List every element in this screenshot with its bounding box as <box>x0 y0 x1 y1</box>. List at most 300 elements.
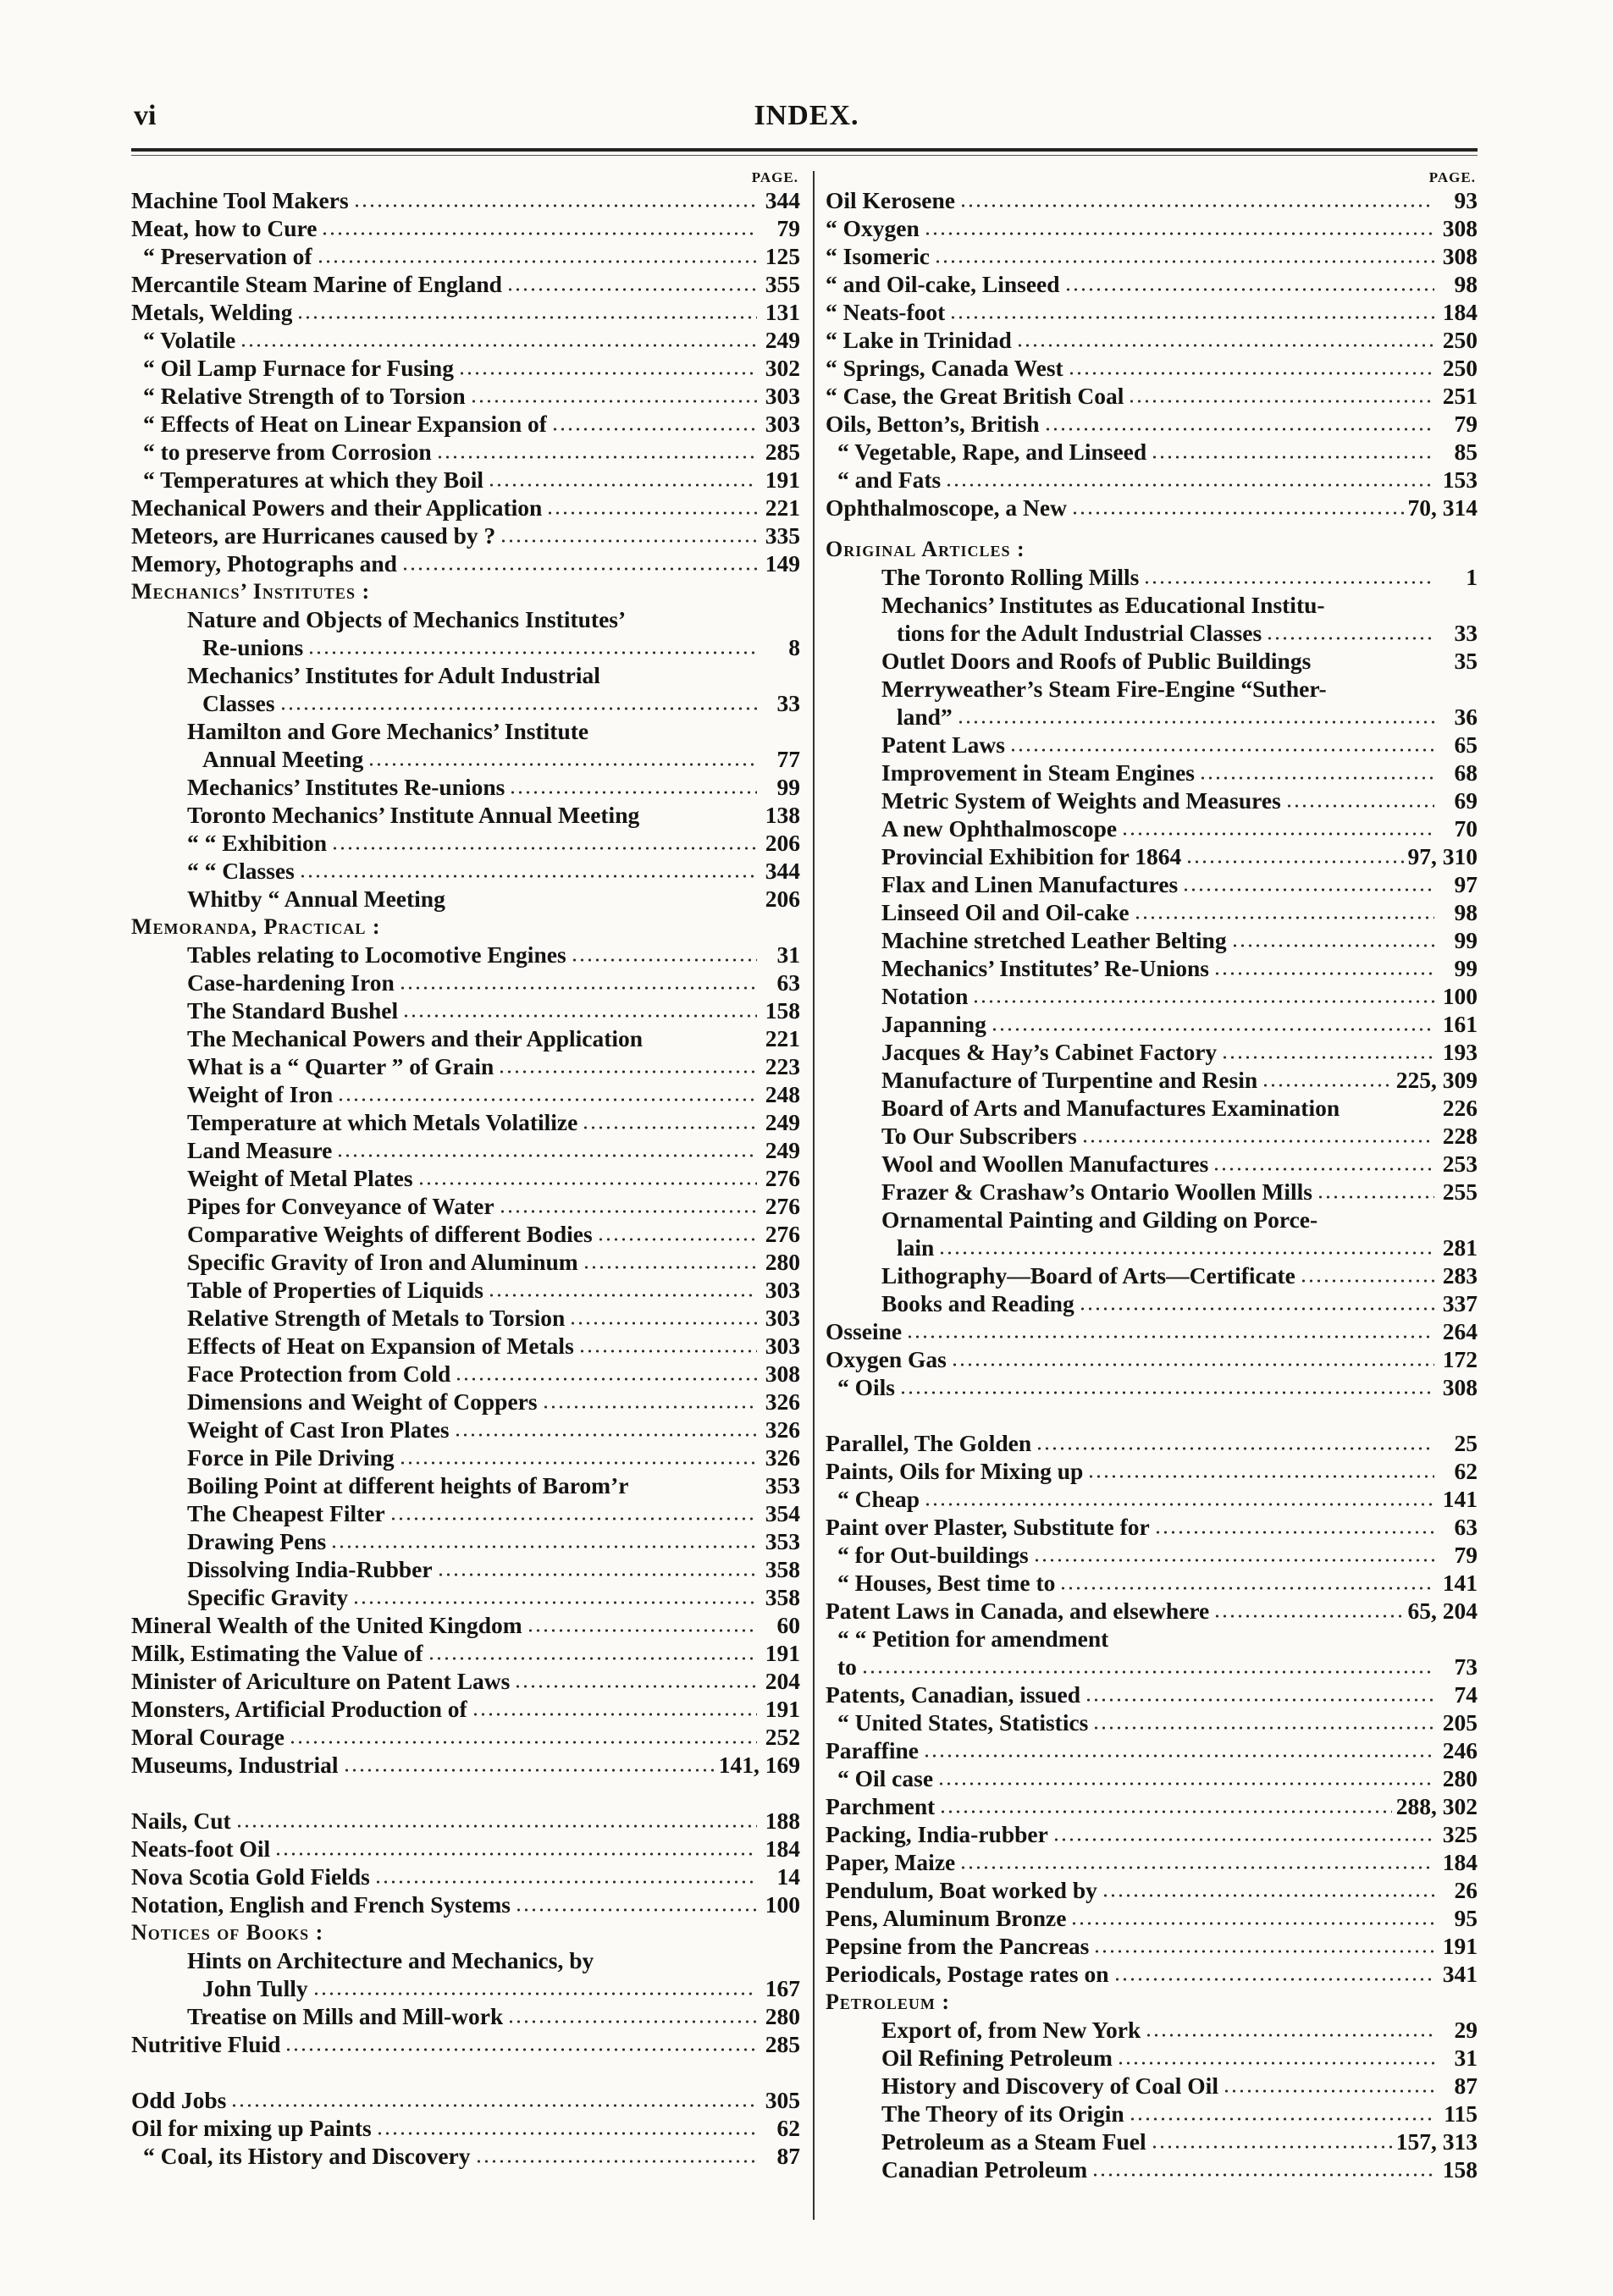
dot-leader <box>1044 426 1434 433</box>
index-entry-text: “ Lake in Trinidad <box>826 327 1012 353</box>
page-reference: 281 <box>1442 1234 1478 1261</box>
page-reference: 280 <box>765 2003 800 2029</box>
header-rule <box>131 148 1478 152</box>
page-reference: 285 <box>765 2031 800 2057</box>
index-entry <box>826 1010 1478 1038</box>
index-entry-text: Oil Refining Petroleum <box>881 2045 1113 2071</box>
index-entry-text: Paraffine <box>826 1737 919 1763</box>
page-reference: 303 <box>765 1277 800 1303</box>
page-reference: 93 <box>1454 187 1478 213</box>
dot-leader <box>597 1236 757 1243</box>
left-entries-list <box>131 186 800 2170</box>
index-entry-text: Patent Laws <box>881 731 1005 758</box>
index-entry-text: Nova Scotia Gold Fields <box>131 1863 370 1890</box>
index-entry-text: Petroleum as a Steam Fuel <box>881 2128 1146 2155</box>
page-reference: 14 <box>776 1863 800 1890</box>
index-entry-text: Force in Pile Driving <box>187 1444 395 1471</box>
index-entry-text: Pipes for Conveyance of Water <box>187 1193 494 1219</box>
index-entry <box>131 745 800 773</box>
index-entry-text: Jacques & Hay’s Cabinet Factory <box>881 1039 1218 1065</box>
index-entry <box>131 1835 800 1863</box>
page-reference: 276 <box>765 1221 800 1247</box>
index-entry-text: Oxygen Gas <box>826 1346 947 1372</box>
index-entry-text: “ Effects of Heat on Linear Expansion of <box>143 411 547 437</box>
index-entry-text: Patent Laws in Canada, and elsewhere <box>826 1598 1210 1624</box>
dot-leader <box>470 398 757 405</box>
index-entry-text: Meat, how to Cure <box>131 215 318 241</box>
index-entry <box>826 1206 1478 1234</box>
index-entry-text: Periodicals, Postage rates on <box>826 1961 1109 1987</box>
page-reference: 253 <box>1442 1151 1478 1177</box>
index-entry <box>131 633 800 661</box>
index-entry <box>826 1681 1478 1708</box>
index-entry-text: Odd Jobs <box>131 2087 227 2113</box>
index-entry <box>131 1471 800 1499</box>
index-heading <box>131 577 800 605</box>
page-reference: 184 <box>765 1835 800 1862</box>
page-reference: 191 <box>765 1696 800 1722</box>
index-entry-text: Flax and Linen Manufactures <box>881 871 1179 897</box>
index-entry-text: “ Volatile <box>143 327 236 353</box>
index-entry <box>826 1094 1478 1122</box>
dot-leader <box>1128 398 1434 405</box>
dot-leader <box>401 566 757 572</box>
index-entry-text: Export of, from New York <box>881 2017 1141 2043</box>
page-reference: 70 <box>1454 815 1478 842</box>
dot-leader <box>1213 1613 1403 1620</box>
index-entry <box>131 242 800 270</box>
page-reference: 223 <box>765 1053 800 1079</box>
page-reference: 285 <box>765 439 800 465</box>
dot-leader <box>924 1501 1434 1508</box>
index-entry-text: Manufacture of Turpentine and Resin <box>881 1067 1258 1093</box>
page-reference: 221 <box>765 494 800 521</box>
page-reference: 248 <box>765 1081 800 1107</box>
dot-leader <box>1231 942 1434 949</box>
index-entry-text: “ Isomeric <box>826 243 930 269</box>
index-entry <box>131 1276 800 1304</box>
dot-leader <box>583 1264 757 1271</box>
index-entry <box>131 885 800 913</box>
index-entry <box>826 647 1478 675</box>
index-entry-text: Hamilton and Gore Mechanics’ Institute <box>187 718 589 744</box>
page-reference: 353 <box>765 1528 800 1554</box>
page-reference: 303 <box>765 1333 800 1359</box>
page-reference: 115 <box>1444 2100 1478 2127</box>
page-reference: 354 <box>765 1500 800 1526</box>
dot-leader <box>542 1404 757 1410</box>
dot-leader <box>1068 370 1434 377</box>
dot-leader <box>296 314 757 321</box>
index-entry <box>826 2155 1478 2183</box>
dot-leader <box>1091 2172 1434 2178</box>
index-entry <box>131 801 800 829</box>
page-reference: 26 <box>1454 1877 1478 1903</box>
index-entry <box>826 703 1478 731</box>
page-reference: 206 <box>765 886 800 912</box>
index-entry-text: “ Temperatures at which they Boil <box>143 466 484 493</box>
dot-leader <box>289 1739 757 1746</box>
dot-leader <box>569 1320 757 1327</box>
dot-leader <box>437 1571 757 1578</box>
index-entry <box>131 1024 800 1052</box>
index-entry <box>826 326 1478 354</box>
dot-leader <box>353 202 757 209</box>
page-reference: 36 <box>1454 704 1478 730</box>
page-reference: 60 <box>776 1612 800 1638</box>
index-entry-text: Treatise on Mills and Mill-work <box>187 2003 504 2029</box>
page-reference: 337 <box>1442 1290 1478 1316</box>
index-entry <box>131 382 800 410</box>
page-reference: 184 <box>1442 1849 1478 1875</box>
page-reference: 283 <box>1442 1262 1478 1289</box>
index-entry-text: to <box>837 1653 857 1680</box>
index-entry-text: Ophthalmoscope, a New <box>826 494 1067 521</box>
page-reference: 97 <box>1454 871 1478 897</box>
page-reference: 125 <box>765 243 800 269</box>
index-entry-text: Whitby “ Annual Meeting <box>187 886 445 912</box>
index-entry <box>826 298 1478 326</box>
page-reference: 79 <box>776 215 800 241</box>
page-reference: 191 <box>765 466 800 493</box>
index-entry-text: Oil Kerosene <box>826 187 956 213</box>
dot-leader <box>938 1250 1434 1256</box>
page-reference: 65, 204 <box>1407 1598 1478 1624</box>
index-entry <box>131 214 800 242</box>
page-reference: 288, 302 <box>1395 1793 1478 1819</box>
dot-leader <box>367 761 757 768</box>
index-entry <box>131 1723 800 1751</box>
page-reference: 68 <box>1454 759 1478 786</box>
dot-leader <box>1317 1194 1434 1200</box>
page-reference: 358 <box>765 1584 800 1610</box>
dot-leader <box>399 985 757 991</box>
index-entry <box>826 1736 1478 1764</box>
index-entry-text: Face Protection from Cold <box>187 1360 451 1387</box>
dot-leader <box>546 510 757 516</box>
index-entry <box>131 2142 800 2170</box>
page-reference: 305 <box>765 2087 800 2113</box>
index-entry <box>131 661 800 689</box>
page-reference: 308 <box>1442 243 1478 269</box>
index-entry-text: Re-unions <box>202 634 304 660</box>
dot-leader <box>1285 803 1434 809</box>
index-entry-text: Hints on Architecture and Mechanics, by <box>187 1947 594 1973</box>
page-reference: 33 <box>776 690 800 716</box>
page-reference: 228 <box>1442 1123 1478 1149</box>
index-entry-text: Comparative Weights of different Bodies <box>187 1221 593 1247</box>
page-reference: 204 <box>765 1668 800 1694</box>
page-number: vi <box>134 100 157 131</box>
dot-leader <box>1185 858 1403 865</box>
dot-leader <box>1079 1305 1434 1312</box>
index-entry-text: Oils, Betton’s, British <box>826 411 1040 437</box>
index-entry <box>826 1150 1478 1178</box>
index-entry <box>131 1667 800 1695</box>
index-entry-text: Pens, Aluminum Bronze <box>826 1905 1067 1931</box>
index-entry-text: “ Oil Lamp Furnace for Fusing <box>143 355 454 381</box>
index-entry-text: “ Oils <box>837 1374 895 1400</box>
index-entry <box>826 1653 1478 1681</box>
dot-leader <box>1266 635 1434 642</box>
index-entry <box>131 2086 800 2114</box>
index-entry <box>131 326 800 354</box>
page-reference: 308 <box>1442 1374 1478 1400</box>
page-reference: 69 <box>1454 787 1478 814</box>
dot-leader <box>514 1683 757 1690</box>
page-reference: 74 <box>1454 1681 1478 1708</box>
dot-leader <box>972 998 1434 1005</box>
index-entry <box>826 759 1478 786</box>
page-reference: 157, 313 <box>1395 2128 1478 2155</box>
index-entry <box>826 1904 1478 1932</box>
index-entry-text: Metals, Welding <box>131 299 293 325</box>
index-entry <box>131 549 800 577</box>
page-reference: 31 <box>1454 2045 1478 2071</box>
dot-leader <box>959 202 1434 209</box>
dot-leader <box>1052 1836 1434 1843</box>
dot-leader <box>1071 510 1404 516</box>
index-entry-text: Mechanics’ Institutes as Educational Institu- <box>881 592 1325 618</box>
index-entry <box>826 466 1478 494</box>
dot-leader <box>230 2102 757 2109</box>
dot-leader <box>417 1180 757 1187</box>
page-reference: 98 <box>1454 899 1478 925</box>
index-entry-text: Metric System of Weights and Measures <box>881 787 1281 814</box>
index-entry-text: Lithography—Board of Arts—Certificate <box>881 1262 1295 1289</box>
dot-leader <box>331 845 757 852</box>
index-entry-text: “ Oil case <box>837 1765 934 1791</box>
page-reference: 303 <box>765 1305 800 1331</box>
index-entry <box>131 1108 800 1136</box>
page-reference: 35 <box>1454 648 1478 674</box>
dot-leader <box>861 1669 1434 1675</box>
page-reference: 276 <box>765 1193 800 1219</box>
page-reference: 225, 309 <box>1395 1067 1478 1093</box>
index-entry-text: “ Preservation of <box>143 243 312 269</box>
index-entry-text: “ Coal, its History and Discovery <box>143 2143 471 2169</box>
index-entry <box>826 591 1478 619</box>
left-column <box>131 169 800 2170</box>
dot-leader <box>939 1808 1391 1815</box>
page-reference: 70, 314 <box>1407 494 1478 521</box>
index-entry-text: “ for Out-buildings <box>837 1542 1029 1568</box>
page-reference: 33 <box>1454 620 1478 646</box>
dot-leader <box>1182 886 1434 893</box>
page-reference: 246 <box>1442 1737 1478 1763</box>
index-entry <box>131 1499 800 1527</box>
index-heading-text: Mechanics’ Institutes : <box>131 579 371 604</box>
index-entry-text: lain <box>897 1234 935 1261</box>
index-entry-text: Osseine <box>826 1318 903 1344</box>
page-reference: 303 <box>765 411 800 437</box>
dot-leader <box>1117 2060 1434 2067</box>
dot-leader <box>499 1208 757 1215</box>
index-entry <box>131 1555 800 1583</box>
index-entry <box>131 1388 800 1416</box>
index-entry-text: Boiling Point at different heights of Barom’r <box>187 1472 629 1498</box>
page-reference: 250 <box>1442 355 1478 381</box>
running-head-title: INDEX. <box>754 100 859 131</box>
dot-leader <box>307 649 757 656</box>
index-heading <box>826 1988 1478 2016</box>
dot-leader <box>1070 1920 1434 1927</box>
index-entry-text: Dimensions and Weight of Coppers <box>187 1388 538 1415</box>
page-reference: 65 <box>1454 731 1478 758</box>
dot-leader <box>1059 1585 1434 1592</box>
index-entry-text: Books and Reading <box>881 1290 1074 1316</box>
index-entry <box>131 1136 800 1164</box>
index-entry-text: To Our Subscribers <box>881 1123 1077 1149</box>
index-entry-text: John Tully <box>202 1975 308 2001</box>
dot-leader <box>1087 1473 1434 1480</box>
page-reference: 138 <box>765 802 800 828</box>
index-entry <box>826 242 1478 270</box>
dot-leader <box>507 2018 757 2025</box>
dot-leader <box>515 1907 757 1913</box>
index-entry-text: Weight of Iron <box>187 1081 334 1107</box>
index-entry-text: Specific Gravity <box>187 1584 349 1610</box>
page-reference: 97, 310 <box>1407 843 1478 869</box>
index-entry-text: Machine stretched Leather Belting <box>881 927 1227 953</box>
index-entry-text: “ Relative Strength of to Torsion <box>143 383 466 409</box>
index-entry <box>826 1485 1478 1513</box>
page-reference: 302 <box>765 355 800 381</box>
index-entry-text: Paper, Maize <box>826 1849 956 1875</box>
index-entry <box>131 1332 800 1360</box>
page-reference: 79 <box>1454 411 1478 437</box>
page-reference: 308 <box>765 1360 800 1387</box>
index-entry <box>826 1289 1478 1317</box>
index-entry-text: Notation, English and French Systems <box>131 1891 511 1918</box>
index-entry <box>131 2030 800 2058</box>
dot-leader <box>506 286 757 293</box>
page-reference: 1 <box>1466 564 1478 590</box>
dot-leader <box>321 230 757 237</box>
index-entry-text: The Toronto Rolling Mills <box>881 564 1140 590</box>
page-reference: 250 <box>1442 327 1478 353</box>
page-reference: 191 <box>765 1640 800 1666</box>
index-entry-text: Weight of Cast Iron Plates <box>187 1416 450 1443</box>
index-entry-text: History and Discovery of Coal Oil <box>881 2072 1218 2099</box>
index-entry-text: “ Oxygen <box>826 215 920 241</box>
page-reference: 249 <box>765 1137 800 1163</box>
dot-leader <box>1093 1948 1434 1955</box>
dot-leader <box>509 789 757 796</box>
page-reference: 100 <box>765 1891 800 1918</box>
dot-leader <box>312 1990 757 1997</box>
page-reference: 77 <box>776 746 800 772</box>
page-reference: 131 <box>765 299 800 325</box>
page-reference: 8 <box>788 634 800 660</box>
page-reference: 226 <box>1442 1095 1478 1121</box>
dot-leader <box>336 1152 757 1159</box>
index-entry-text: The Standard Bushel <box>187 997 399 1024</box>
index-entry-text: Minister of Ariculture on Patent Laws <box>131 1668 511 1694</box>
index-entry-text: Classes <box>202 690 275 716</box>
index-entry <box>131 1890 800 1918</box>
dot-leader <box>923 1752 1434 1759</box>
column-divider <box>813 171 815 2220</box>
dot-leader <box>1213 970 1434 977</box>
index-entry-text: “ Houses, Best time to <box>837 1570 1056 1596</box>
index-entry-text: Specific Gravity of Iron and Aluminum <box>187 1249 578 1275</box>
index-entry <box>131 354 800 382</box>
page-reference: 326 <box>765 1416 800 1443</box>
index-entry <box>131 689 800 717</box>
index-entry-text: “ “ Exhibition <box>187 830 328 856</box>
index-entry-text: Frazer & Crashaw’s Ontario Woollen Mills <box>881 1178 1312 1205</box>
index-entry <box>826 1234 1478 1261</box>
index-entry <box>826 870 1478 898</box>
dot-leader <box>1102 1892 1434 1899</box>
index-entry <box>131 1695 800 1723</box>
page-reference: 98 <box>1454 271 1478 297</box>
page-reference: 158 <box>765 997 800 1024</box>
index-entry <box>131 1863 800 1890</box>
index-entry <box>826 2072 1478 2100</box>
index-entry-text: Notation <box>881 983 969 1009</box>
index-entry-text: “ United States, Statistics <box>837 1709 1089 1736</box>
dot-leader <box>951 1361 1434 1368</box>
dot-leader <box>317 258 757 265</box>
dot-leader <box>571 957 757 963</box>
index-entry-text: Tables relating to Locomotive Engines <box>187 941 566 968</box>
dot-leader <box>934 258 1434 265</box>
index-entry <box>131 1974 800 2002</box>
index-entry-text: Milk, Estimating the Value of <box>131 1640 423 1666</box>
index-entry <box>131 2002 800 2030</box>
dot-leader <box>1213 1166 1434 1173</box>
index-entry <box>826 1820 1478 1848</box>
index-entry <box>826 1122 1478 1150</box>
page-reference: 79 <box>1454 1542 1478 1568</box>
page-reference: 158 <box>1442 2156 1478 2183</box>
index-entry-text: tions for the Adult Industrial Classes <box>897 620 1262 646</box>
dot-leader <box>1121 831 1434 837</box>
index-entry <box>826 1345 1478 1373</box>
index-entry-text: Patents, Canadian, issued <box>826 1681 1081 1708</box>
index-heading <box>131 1918 800 1946</box>
page-reference: 249 <box>765 1109 800 1135</box>
dot-leader <box>924 230 1434 237</box>
dot-leader <box>402 1013 757 1019</box>
page-reference: 280 <box>765 1249 800 1275</box>
index-entry-text: Ornamental Painting and Gilding on Porce- <box>881 1206 1318 1233</box>
index-entry-text: Land Measure <box>187 1137 333 1163</box>
page-reference: 87 <box>776 2143 800 2169</box>
dot-leader <box>1145 2032 1434 2039</box>
page-reference: 85 <box>1454 439 1478 465</box>
index-entry <box>131 298 800 326</box>
page-reference: 344 <box>765 858 800 884</box>
index-entry-text: Paint over Plaster, Substitute for <box>826 1514 1150 1540</box>
page-reference: 249 <box>765 327 800 353</box>
index-entry-text: Mechanics’ Institutes’ Re-Unions <box>881 955 1210 981</box>
index-entry <box>826 1261 1478 1289</box>
dot-leader <box>455 1376 757 1383</box>
dot-leader <box>1113 1976 1434 1983</box>
index-entry-text: Pepsine from the Pancreas <box>826 1933 1090 1959</box>
dot-leader <box>1223 2088 1434 2095</box>
page-reference: 326 <box>765 1444 800 1471</box>
index-entry-text: “ Springs, Canada West <box>826 355 1063 381</box>
index-entry-text: “ Neats-foot <box>826 299 946 325</box>
index-entry <box>826 619 1478 647</box>
index-entry <box>826 2044 1478 2072</box>
index-entry <box>131 186 800 214</box>
index-entry-text: The Mechanical Powers and their Application <box>187 1025 644 1051</box>
